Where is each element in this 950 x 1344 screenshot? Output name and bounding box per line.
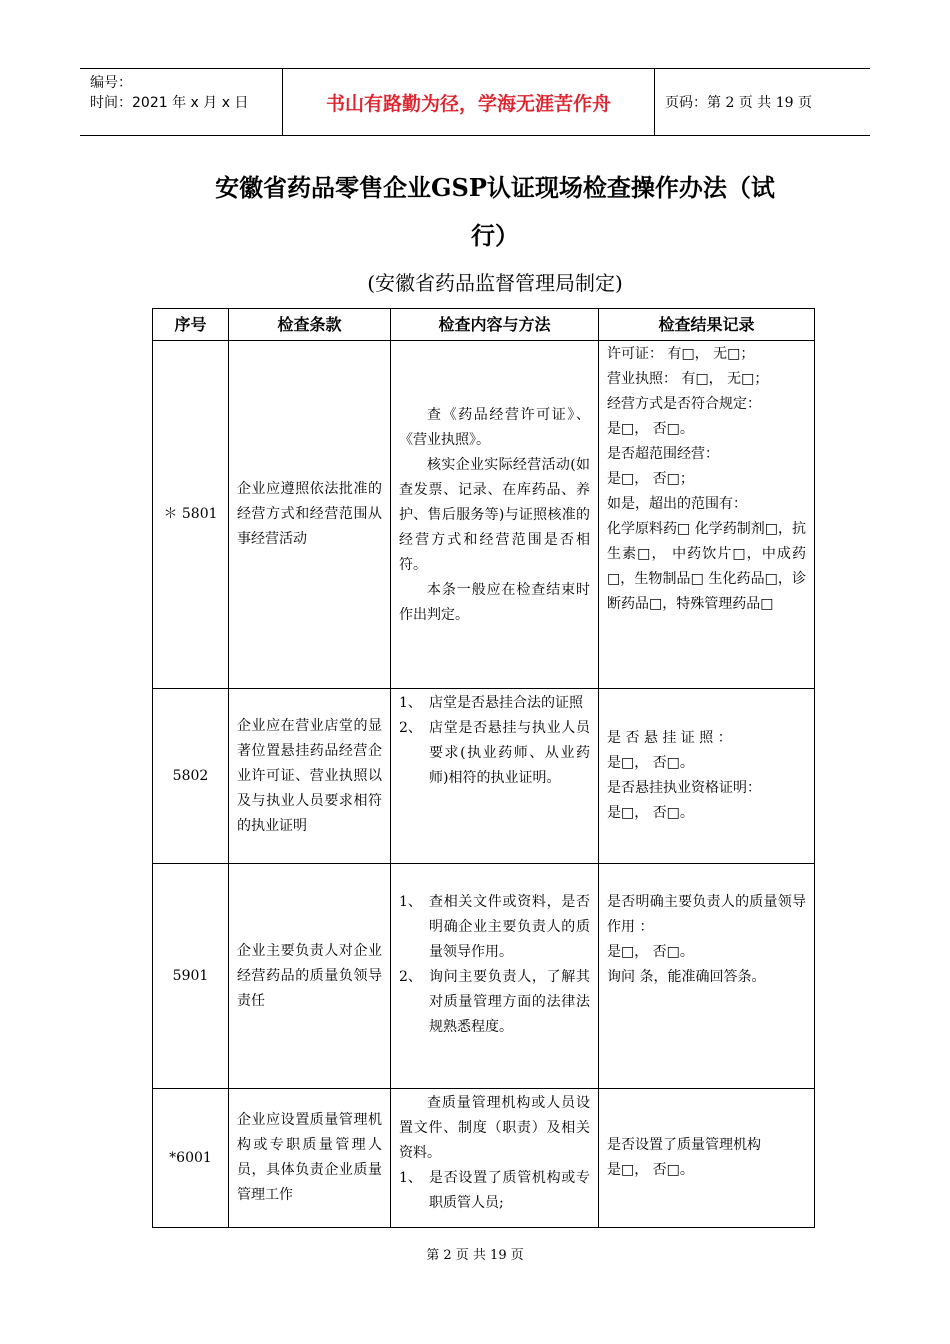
result-line: 如是，超出的范围有： <box>607 496 747 512</box>
document-subtitle: (安徽省药品监督管理局制定) <box>367 271 623 295</box>
item-text: 是否设置了质管机构或专职质管人员; <box>429 1170 590 1211</box>
row-method <box>391 341 599 689</box>
method-paragraph: 查《药品经营许可证》、《营业执照》。 <box>399 407 590 448</box>
header-method: 检查内容与方法 <box>391 309 599 341</box>
row-result <box>599 864 815 1089</box>
result-line: 许可证： 有□， 无□； <box>607 346 755 362</box>
method-paragraph: 核实企业实际经营活动(如查发票、记录、在库药品、养护、售后服务等)与证照核准的经营方式和经营范围是否相符。 <box>399 457 590 573</box>
method-item <box>399 716 590 791</box>
result-line: 是□， 否□； <box>607 471 694 487</box>
table-row <box>153 864 815 1089</box>
method-item <box>399 1166 590 1216</box>
method-item <box>399 691 590 716</box>
header-clause: 检查条款 <box>229 309 391 341</box>
row-result <box>599 689 815 864</box>
method-list <box>399 1166 590 1216</box>
method-paragraph: 查质量管理机构或人员设置文件、制度（职责）及相关资料。 <box>399 1095 590 1161</box>
header-meta <box>90 73 248 113</box>
result-line: 是否设置了质量管理机构 <box>607 1137 761 1153</box>
header-page-label: 页码：第 2 页 共 19 页 <box>665 95 812 111</box>
result-line: 是□， 否□。 <box>607 421 694 437</box>
item-text: 查相关文件或资料，是否明确企业主要负责人的质量领导作用。 <box>429 894 590 960</box>
page-footer: 第 2 页 共 19 页 <box>426 1248 524 1263</box>
row-number: 5802 <box>153 689 229 864</box>
row-method <box>391 689 599 864</box>
item-number: 1、 <box>399 894 422 910</box>
item-text: 询问主要负责人，了解其对质量管理方面的法律法规熟悉程度。 <box>429 969 590 1035</box>
item-number: 2、 <box>399 969 422 985</box>
row-number: ＊ 5801 <box>153 341 229 689</box>
result-line: 是□， 否□。 <box>607 805 694 821</box>
row-clause: 企业应遵照依法批准的经营方式和经营范围从事经营活动 <box>229 341 391 689</box>
header-result: 检查结果记录 <box>599 309 815 341</box>
row-method <box>391 1089 599 1228</box>
table-row <box>153 1089 815 1228</box>
result-line: 经营方式是否符合规定： <box>607 396 761 412</box>
result-line: 是否明确主要负责人的质量领导作用 ： <box>607 894 806 935</box>
code-label: 编号： <box>90 75 132 91</box>
document-title <box>150 164 840 260</box>
row-clause: 企业应设置质量管理机构或专职质量管理人员，具体负责企业质量管理工作 <box>229 1089 391 1228</box>
result-line: 询问 条，能准确回答条。 <box>607 969 766 985</box>
result-line: 是否悬挂执业资格证明： <box>607 780 761 796</box>
item-number: 2、 <box>399 720 422 736</box>
result-line: 是□， 否□。 <box>607 944 694 960</box>
method-list <box>399 890 590 1040</box>
method-list <box>399 691 590 791</box>
item-number: 1、 <box>399 695 422 711</box>
row-result <box>599 341 815 689</box>
method-paragraph: 本条一般应在检查结束时作出判定。 <box>399 582 590 623</box>
result-line: 化学原料药□ 化学药制剂□，抗生素□， 中药饮片□，中成药□，生物制品□ 生化药品□，诊断药品□，特殊管理药品□ <box>607 521 806 612</box>
method-item <box>399 965 590 1040</box>
title-line-1: 安徽省药品零售企业GSP认证现场检查操作办法（试 <box>215 173 775 202</box>
row-method <box>391 864 599 1089</box>
table-header-row <box>153 309 815 341</box>
header-seq: 序号 <box>153 309 229 341</box>
inspection-table <box>152 308 815 1228</box>
result-line: 是□， 否□。 <box>607 1162 694 1178</box>
item-text: 店堂是否悬挂合法的证照 <box>429 695 583 711</box>
item-number: 1、 <box>399 1170 422 1186</box>
header-motto: 书山有路勤为径，学海无涯苦作舟 <box>282 69 655 135</box>
title-line-2: 行） <box>471 221 519 250</box>
item-text: 店堂是否悬挂与执业人员要求(执业药师、从业药师)相符的执业证明。 <box>429 720 590 786</box>
table-row <box>153 689 815 864</box>
result-line: 是否超范围经营： <box>607 446 719 462</box>
method-item <box>399 890 590 965</box>
row-result <box>599 1089 815 1228</box>
row-clause: 企业应在营业店堂的显著位置悬挂药品经营企业许可证、营业执照以及与执业人员要求相符的执业证明 <box>229 689 391 864</box>
row-number: 5901 <box>153 864 229 1089</box>
result-line: 是 否 悬 挂 证 照 ： <box>607 730 732 746</box>
table-row <box>153 341 815 689</box>
result-line: 营业执照： 有□， 无□； <box>607 371 769 387</box>
time-label: 时间：2021 年 x 月 x 日 <box>90 95 249 111</box>
page-header <box>80 68 870 136</box>
result-line: 是□， 否□。 <box>607 755 694 771</box>
row-clause: 企业主要负责人对企业经营药品的质量负领导责任 <box>229 864 391 1089</box>
row-number: *6001 <box>153 1089 229 1228</box>
